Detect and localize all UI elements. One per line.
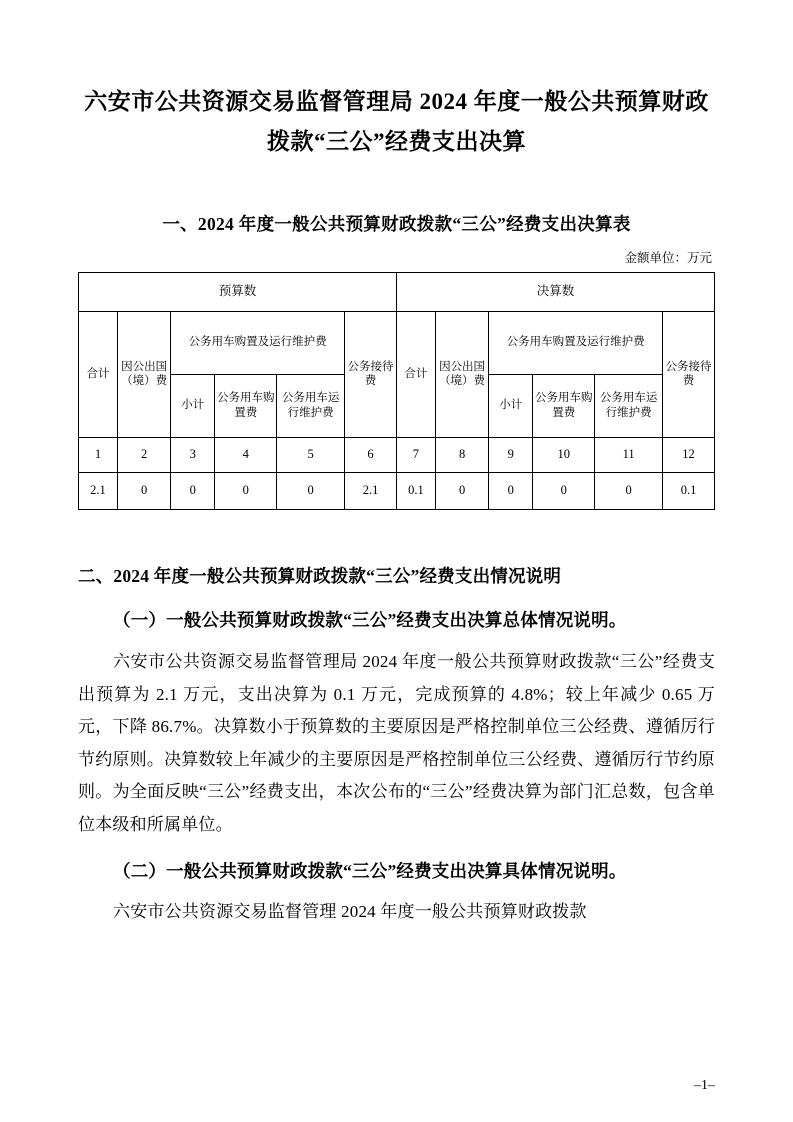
table-cell: 7	[396, 437, 435, 472]
table-cell: 5	[277, 437, 345, 472]
group-header-final: 决算数	[396, 272, 714, 311]
table-cell: 6	[345, 437, 397, 472]
subsection-2-heading: （二）一般公共预算财政拨款“三公”经费支出决算具体情况说明。	[113, 860, 627, 881]
col-budget-abroad: 因公出国（境）费	[117, 311, 170, 437]
col-final-vehicle-maintenance: 公务用车运行维护费	[595, 374, 663, 437]
amount-unit-note: 金额单位：万元	[624, 250, 712, 265]
col-budget-vehicle-subtotal: 小计	[171, 374, 215, 437]
table-cell: 0	[533, 472, 595, 509]
col-budget-vehicle-group: 公务用车购置及运行维护费	[171, 311, 345, 374]
table-row	[79, 437, 715, 472]
table-cell: 2	[117, 437, 170, 472]
section-1-heading: 一、2024 年度一般公共预算财政拨款“三公”经费支出决算表	[162, 213, 631, 234]
subsection-1-heading: （一）一般公共预算财政拨款“三公”经费支出决算总体情况说明。	[113, 610, 627, 631]
budget-table	[78, 272, 715, 510]
page-title	[78, 82, 715, 163]
col-final-vehicle-purchase: 公务用车购置费	[533, 374, 595, 437]
page-title-line-2: 拨款“三公”经费支出决算	[267, 129, 526, 155]
col-final-vehicle-group: 公务用车购置及运行维护费	[489, 311, 663, 374]
table-group-header-row	[79, 272, 715, 311]
col-budget-total: 合计	[79, 311, 118, 437]
table-cell: 11	[595, 437, 663, 472]
table-cell: 0	[435, 472, 488, 509]
table-cell: 0.1	[663, 472, 715, 509]
table-cell: 0	[215, 472, 277, 509]
col-final-total: 合计	[396, 311, 435, 437]
table-cell: 8	[435, 437, 488, 472]
section-2-heading: 二、2024 年度一般公共预算财政拨款“三公”经费支出情况说明	[78, 565, 562, 586]
page-title-line-1: 六安市公共资源交易监督管理局 2024 年度一般公共预算财政	[84, 89, 709, 114]
table-cell: 9	[489, 437, 533, 472]
table-cell: 2.1	[345, 472, 397, 509]
table-cell: 0	[117, 472, 170, 509]
col-final-vehicle-subtotal: 小计	[489, 374, 533, 437]
table-cell: 0	[171, 472, 215, 509]
table-cell: 0.1	[396, 472, 435, 509]
table-cell: 12	[663, 437, 715, 472]
col-final-reception: 公务接待费	[663, 311, 715, 437]
col-budget-vehicle-purchase: 公务用车购置费	[215, 374, 277, 437]
table-cell: 4	[215, 437, 277, 472]
table-cell: 0	[595, 472, 663, 509]
table-column-header-row	[79, 311, 715, 374]
table-cell: 1	[79, 437, 118, 472]
table-cell: 0	[277, 472, 345, 509]
paragraph-2: 六安市公共资源交易监督管理 2024 年度一般公共预算财政拨款	[113, 902, 587, 922]
paragraph-1: 六安市公共资源交易监督管理局 2024 年度一般公共预算财政拨款“三公”经费支出预算为 2.1 万元，支出决算为 0.1 万元，完成预算的 4.8%；较上年减少 0.65 万元，下降 86.7%。决算数小于预算数的主要原因是严格控制单位三公经费、遵循厉行节约原则。决算数较上年减少的主要原因是严格控制单位三公经费、遵循厉行节约原则。为全面反映“三公”经费支出，本次公布的“三公”经费决算为部门汇总数，包含单位本级和所属单位。	[78, 651, 715, 834]
table-cell: 2.1	[79, 472, 118, 509]
page-number: –1–	[694, 1078, 715, 1093]
table-row	[79, 472, 715, 509]
table-cell: 10	[533, 437, 595, 472]
table-cell: 3	[171, 437, 215, 472]
col-final-abroad: 因公出国（境）费	[435, 311, 488, 437]
table-cell: 0	[489, 472, 533, 509]
group-header-budget: 预算数	[79, 272, 397, 311]
col-budget-vehicle-maintenance: 公务用车运行维护费	[277, 374, 345, 437]
col-budget-reception: 公务接待费	[345, 311, 397, 437]
